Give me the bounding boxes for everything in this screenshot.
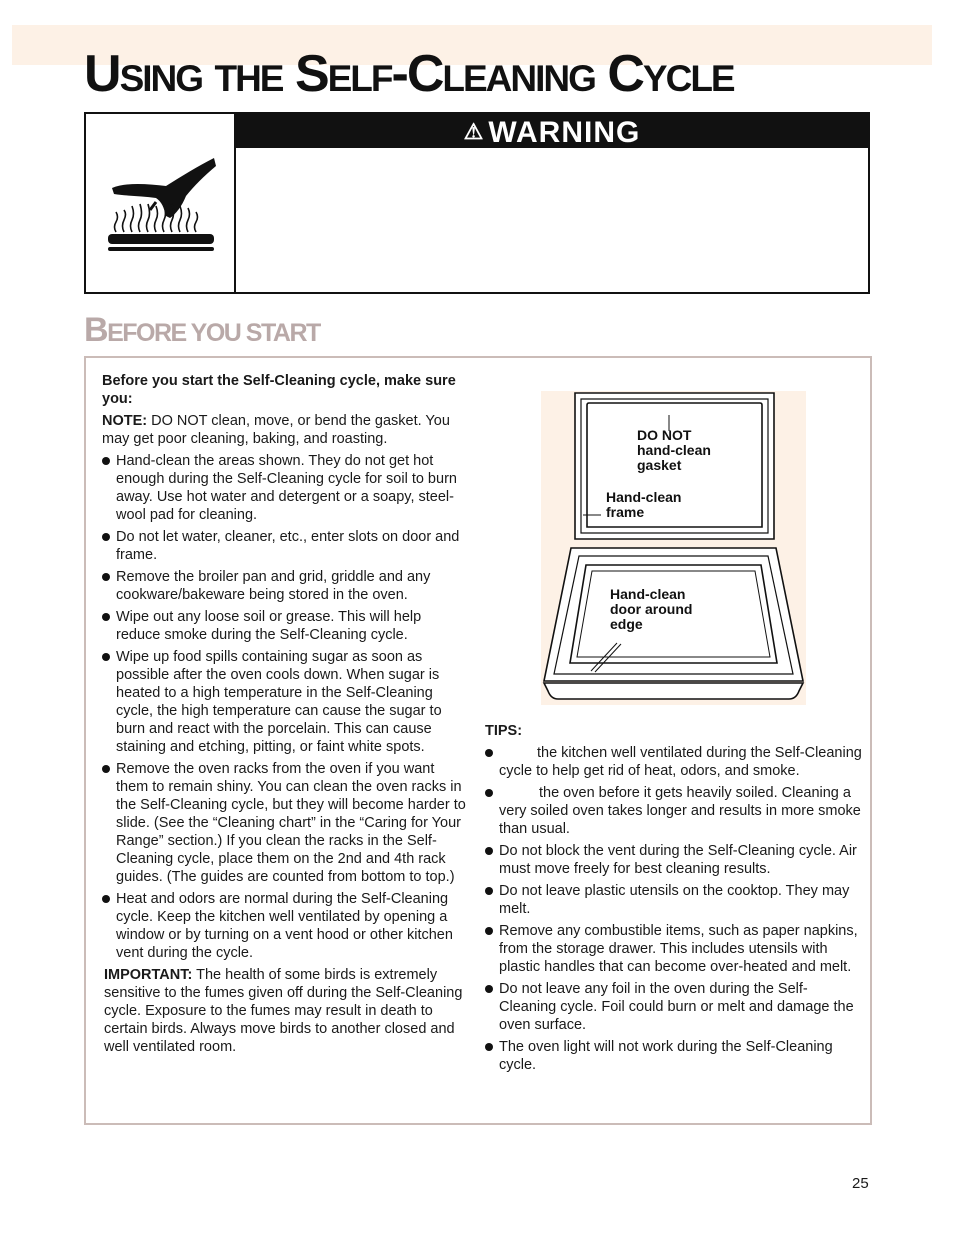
important-text: IMPORTANT: The health of some birds is extremely sensitive to the fumes given off during the Self-Cleaning cycle. Exposure to the fumes may result in death to certain birds. Always move birds to another closed and well ventilated room. [104,967,463,1055]
bullet-icon [485,1043,493,1051]
bullet-icon [485,887,493,895]
page-title: USING THE SELF-CLEANING CYCLE [84,45,734,103]
hot-surface-hand-icon [86,114,234,292]
gasket-label: DO NOT hand-clean gasket [637,427,711,473]
oven-diagram [541,391,806,705]
warning-header [236,114,868,148]
bullet-icon [102,653,110,661]
warning-box [84,112,870,294]
bullet-icon [102,457,110,465]
warning-label: WARNING [488,116,641,149]
list-item: Do not leave plastic utensils on the cooktop. They may melt. [485,882,863,918]
note-text: NOTE: DO NOT clean, move, or bend the gasket. You may get poor cleaning, baking, and roasting. [102,413,450,447]
tips-list [485,744,863,1074]
bullet-icon [485,927,493,935]
tips-label: TIPS: [485,723,523,739]
tips-column [485,722,863,1078]
list-item: Do not let water, cleaner, etc., enter slots on door and frame. [102,528,466,564]
frame-label: Hand-clean frame [606,489,682,520]
list-item: Remove any combustible items, such as paper napkins, from the storage drawer. This includes utensils with plastic handles that can become over-heated and melt. [485,922,863,976]
list-item: Remove the broiler pan and grid, griddle and any cookware/bakeware being stored in the oven. [102,568,466,604]
bullet-icon [485,985,493,993]
list-item: Remove the oven racks from the oven if you want them to remain shiny. You can clean the oven racks in the Self-Cleaning cycle, but they will become harder to slide. (See the “Cleaning chart” in the “Caring for Your Range” section.) If you clean the racks in the Self-Cleaning cycle, place them on the 2nd and 4th rack guides. (The guides are counted from bottom to top.) [102,760,466,886]
prep-list [102,452,466,962]
door-label: Hand-clean door around edge [610,586,693,632]
bullet-icon [102,573,110,581]
list-item: Do not leave any foil in the oven during the Self-Cleaning cycle. Foil could burn or melt and damage the oven surface. [485,980,863,1034]
list-item: the oven before it gets heavily soiled. Cleaning a very soiled oven takes longer and results in more smoke than usual. [485,784,863,838]
bullet-icon [102,533,110,541]
bullet-icon [102,613,110,621]
warning-icon-cell [86,114,236,292]
list-item: the kitchen well ventilated during the Self-Cleaning cycle to help get rid of heat, odors, and smoke. [485,744,863,780]
page-number: 25 [852,1175,869,1192]
bullet-icon [485,749,493,757]
list-item: The oven light will not work during the Self-Cleaning cycle. [485,1038,863,1074]
list-item: Do not block the vent during the Self-Cleaning cycle. Air must move freely for best cleaning results. [485,842,863,878]
intro-text: Before you start the Self-Cleaning cycle, make sure you: [102,373,456,407]
bullet-icon [102,895,110,903]
list-item: Hand-clean the areas shown. They do not get hot enough during the Self-Cleaning cycle for soil to burn away. Use hot water and detergent or a soapy, steel-wool pad for cleaning. [102,452,466,524]
warning-triangle-icon: ⚠ [463,119,485,144]
bullet-icon [485,789,493,797]
bullet-icon [485,847,493,855]
list-item: Heat and odors are normal during the Self-Cleaning cycle. Keep the kitchen well ventilated by opening a window or by turning on a vent hood or other kitchen vent during the cycle. [102,890,466,962]
list-item: Wipe up food spills containing sugar as soon as possible after the oven cools down. When sugar is heated to a high temperature in the Self-Cleaning cycle, the high temperature can cause the sugar to burn and react with the porcelain. This can cause staining and etching, pitting, or faint white spots. [102,648,466,756]
bullet-icon [102,765,110,773]
section-title: BEFORE YOU START [84,311,320,349]
left-column [102,372,466,1060]
list-item: Wipe out any loose soil or grease. This will help reduce smoke during the Self-Cleaning cycle. [102,608,466,644]
